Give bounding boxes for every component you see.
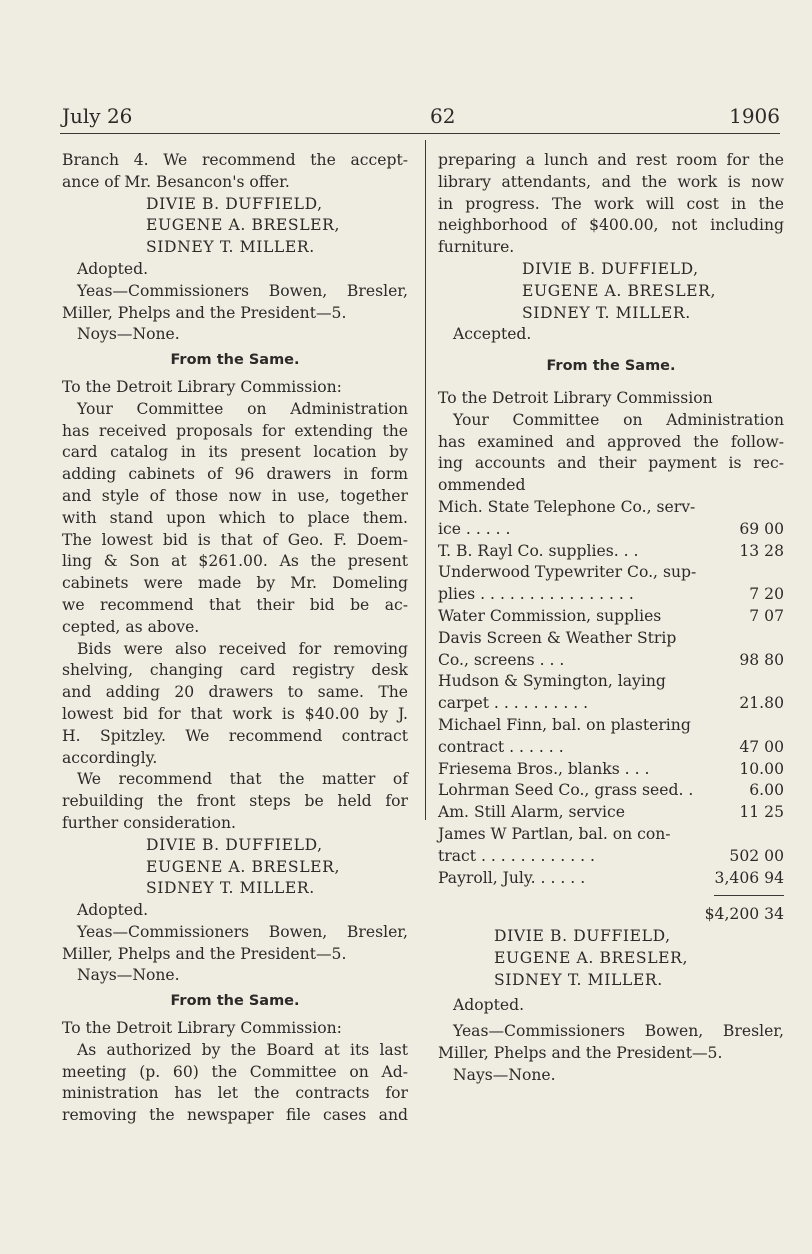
- body-line: shelving, changing card registry desk: [62, 661, 408, 680]
- account-amount: 7 07: [749, 606, 784, 625]
- signatory: DIVIE B. DUFFIELD,: [522, 259, 699, 278]
- body-line: preparing a lunch and rest room for the: [438, 151, 784, 169]
- signatory: SIDNEY T. MILLER.: [522, 303, 691, 322]
- body-line: in progress. The work will cost in the: [438, 194, 784, 213]
- signature-block: [62, 194, 408, 259]
- account-amount: 47 00: [739, 737, 784, 756]
- section-heading: From the Same.: [546, 358, 676, 375]
- account-row: [438, 824, 784, 846]
- account-payee-cont: carpet . . . . . . . . . .: [438, 694, 589, 713]
- account-payee: Water Commission, supplies: [438, 606, 662, 625]
- account-row: [438, 780, 784, 802]
- body-line: Bids were also received for removing: [77, 639, 408, 658]
- signatory: EUGENE A. BRESLER,: [494, 948, 689, 967]
- body-line: library attendants, and the work is now: [438, 172, 784, 191]
- account-amount: 3,406 94: [714, 868, 784, 887]
- vote-nays: Nays—None.: [77, 966, 180, 985]
- column-divider: [425, 140, 426, 820]
- account-row-cont: [438, 584, 784, 606]
- body-line: meeting (p. 60) the Committee on Ad-: [62, 1062, 408, 1081]
- right-column: [438, 150, 784, 1087]
- account-amount: 11 25: [739, 803, 784, 822]
- signatory: EUGENE A. BRESLER,: [146, 216, 341, 235]
- account-row: [438, 868, 784, 890]
- account-row: [438, 497, 784, 519]
- account-payee-cont: tract . . . . . . . . . . . .: [438, 846, 595, 865]
- signatory: DIVIE B. DUFFIELD,: [146, 194, 323, 213]
- account-row: [438, 606, 784, 628]
- body-line: H. Spitzley. We recommend contract: [62, 726, 408, 745]
- account-row: [438, 671, 784, 693]
- body-line: ing accounts and their payment is rec-: [438, 454, 784, 473]
- section-heading: From the Same.: [170, 352, 300, 369]
- account-amount: 69 00: [739, 519, 784, 538]
- body-line: Your Committee on Administration: [77, 399, 408, 418]
- account-payee: Friesema Bros., blanks . . .: [438, 759, 650, 778]
- account-payee: James W Partlan, bal. on con-: [438, 824, 671, 843]
- adopted-text: Adopted.: [453, 996, 525, 1015]
- left-column: [62, 150, 408, 1127]
- header-date: July 26: [62, 104, 133, 128]
- signatory: EUGENE A. BRESLER,: [146, 857, 341, 876]
- salutation: To the Detroit Library Commission:: [62, 1019, 342, 1038]
- body-line: accordingly.: [62, 748, 158, 767]
- signature-block: [438, 926, 784, 991]
- body-line: adding cabinets of 96 drawers in form: [62, 465, 408, 484]
- signatory: SIDNEY T. MILLER.: [146, 238, 315, 257]
- vote-yeas: Yeas—Commissioners Bowen, Bresler,: [77, 922, 408, 941]
- signature-block: [438, 259, 784, 324]
- account-payee-cont: plies . . . . . . . . . . . . . . . .: [438, 585, 634, 604]
- body-line: As authorized by the Board at its last: [77, 1040, 408, 1059]
- account-row: [438, 562, 784, 584]
- vote-yeas-cont: Miller, Phelps and the President—5.: [62, 303, 347, 322]
- account-row-cont: [438, 519, 784, 541]
- account-row-cont: [438, 737, 784, 759]
- page-header: [62, 104, 780, 134]
- body-line: cepted, as above.: [62, 617, 200, 636]
- account-payee: Michael Finn, bal. on plastering: [438, 715, 691, 734]
- signatory: DIVIE B. DUFFIELD,: [146, 835, 323, 854]
- account-row-cont: [438, 693, 784, 715]
- salutation: To the Detroit Library Commission: [438, 388, 713, 407]
- body-line: ommended: [438, 476, 526, 495]
- vote-nays: Nays—None.: [453, 1065, 556, 1084]
- account-payee-cont: contract . . . . . .: [438, 737, 564, 756]
- body-line: has received proposals for extending the: [62, 421, 408, 440]
- adopted-text: Adopted.: [77, 901, 149, 920]
- account-amount: 98 80: [739, 650, 784, 669]
- account-row-cont: [438, 846, 784, 868]
- body-line: ling & Son at $261.00. As the present: [62, 552, 408, 571]
- account-payee: Am. Still Alarm, service: [438, 803, 625, 822]
- vote-yeas-cont: Miller, Phelps and the President—5.: [62, 944, 347, 963]
- adopted-text: Adopted.: [77, 259, 149, 278]
- account-payee: Lohrman Seed Co., grass seed. .: [438, 781, 694, 800]
- account-amount: 21.80: [739, 694, 784, 713]
- account-amount: 6.00: [749, 781, 784, 800]
- account-row: [438, 759, 784, 781]
- account-payee: Mich. State Telephone Co., serv-: [438, 497, 696, 516]
- vote-yeas: Yeas—Commissioners Bowen, Bresler,: [453, 1022, 784, 1041]
- vote-yeas: Yeas—Commissioners Bowen, Bresler,: [77, 281, 408, 300]
- body-line: cabinets were made by Mr. Domeling: [62, 574, 408, 593]
- account-payee: Payroll, July. . . . . .: [438, 868, 586, 887]
- accounts-table: [438, 497, 784, 889]
- body-line: with stand upon which to place them.: [62, 508, 408, 527]
- account-amount: 7 20: [749, 585, 784, 604]
- account-amount: 13 28: [739, 541, 784, 560]
- body-line: furniture.: [438, 238, 515, 257]
- account-row: [438, 628, 784, 650]
- section-heading: From the Same.: [170, 993, 300, 1010]
- body-line: removing the newspaper file cases and: [62, 1106, 408, 1125]
- account-payee-cont: Co., screens . . .: [438, 650, 565, 669]
- body-line: Your Committee on Administration: [453, 410, 784, 429]
- body-line: further consideration.: [62, 813, 236, 832]
- accepted-text: Accepted.: [453, 325, 532, 344]
- salutation: To the Detroit Library Commission:: [62, 377, 342, 396]
- account-amount: 502 00: [729, 846, 784, 865]
- signatory: EUGENE A. BRESLER,: [522, 281, 717, 300]
- body-line: lowest bid for that work is $40.00 by J.: [62, 704, 408, 723]
- account-row: [438, 715, 784, 737]
- header-rule: [60, 133, 780, 134]
- body-line: we recommend that their bid be ac-: [62, 595, 408, 614]
- body-line: has examined and approved the follow-: [438, 432, 784, 451]
- vote-noys: Noys—None.: [77, 325, 180, 344]
- body-line: card catalog in its present location by: [62, 443, 408, 462]
- body-line: rebuilding the front steps be held for: [62, 792, 408, 811]
- account-payee-cont: ice . . . . .: [438, 519, 511, 538]
- account-payee: Underwood Typewriter Co., sup-: [438, 563, 697, 582]
- accounts-total: $4,200 34: [704, 905, 784, 924]
- signature-block: [62, 835, 408, 900]
- account-amount: 10.00: [739, 759, 784, 778]
- total-rule: [714, 895, 784, 896]
- account-payee: Hudson & Symington, laying: [438, 672, 666, 691]
- body-line: ministration has let the contracts for: [62, 1084, 408, 1103]
- account-row: [438, 802, 784, 824]
- account-row: [438, 541, 784, 563]
- signatory: DIVIE B. DUFFIELD,: [494, 927, 671, 946]
- paragraph-line: Branch 4. We recommend the accept-: [62, 151, 408, 169]
- body-line: and style of those now in use, together: [62, 486, 408, 505]
- header-year: 1906: [729, 104, 780, 128]
- account-payee: Davis Screen & Weather Strip: [438, 628, 677, 647]
- body-line: The lowest bid is that of Geo. F. Doem-: [62, 530, 408, 549]
- body-line: neighborhood of $400.00, not including: [438, 216, 784, 235]
- vote-yeas-cont: Miller, Phelps and the President—5.: [438, 1044, 723, 1063]
- body-line: and adding 20 drawers to same. The: [62, 683, 408, 702]
- account-row-cont: [438, 650, 784, 672]
- page-number: 62: [430, 104, 456, 128]
- signatory: SIDNEY T. MILLER.: [494, 970, 663, 989]
- body-line: We recommend that the matter of: [77, 770, 408, 789]
- signatory: SIDNEY T. MILLER.: [146, 879, 315, 898]
- account-payee: T. B. Rayl Co. supplies. . .: [438, 541, 639, 560]
- paragraph-line: ance of Mr. Besancon's offer.: [62, 172, 290, 191]
